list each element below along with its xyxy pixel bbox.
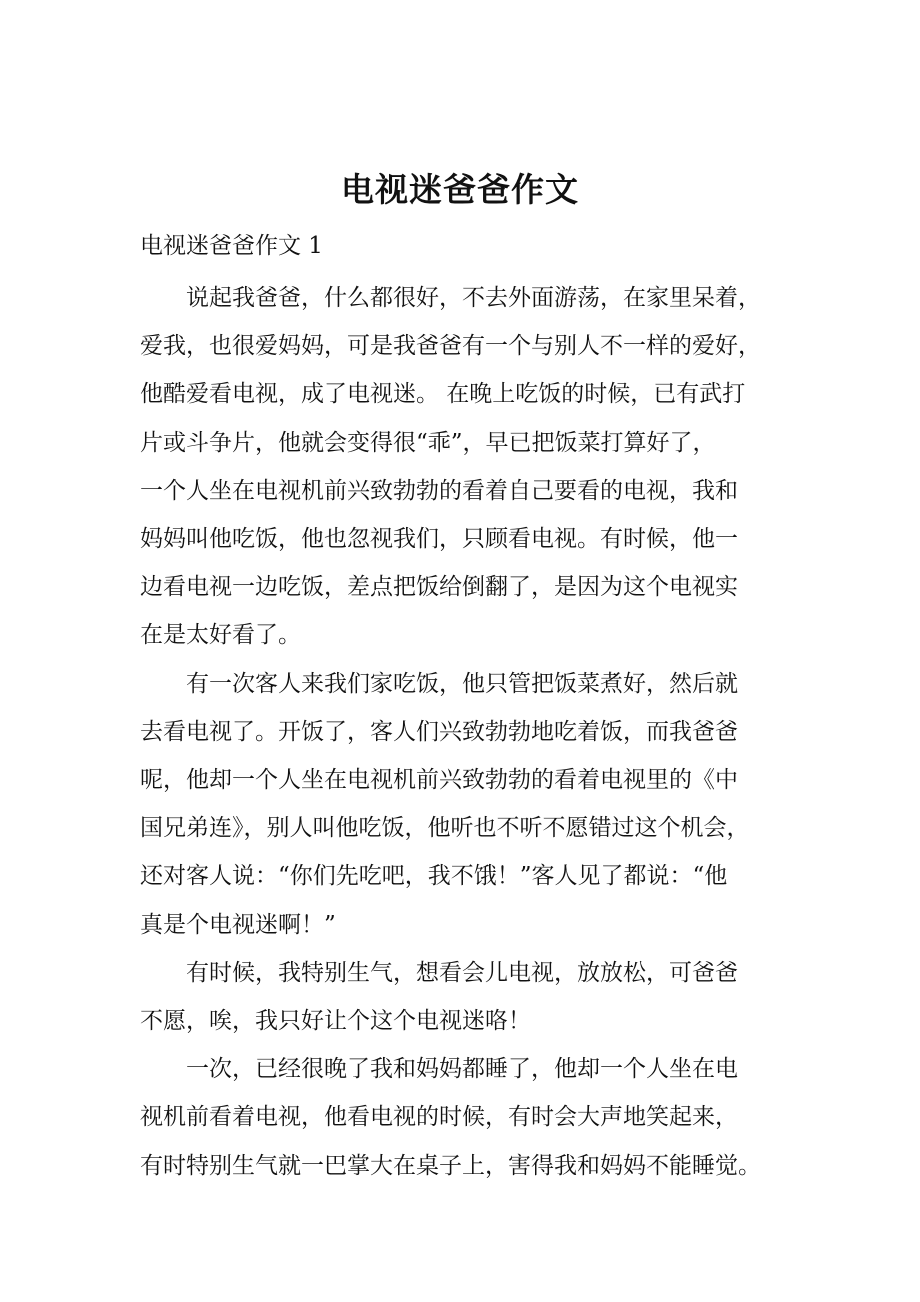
paragraph-line: 有一次客人来我们家吃饭，他只管把饭菜煮好，然后就: [140, 670, 738, 697]
paragraph-line: 一次，已经很晚了我和妈妈都睡了，他却一个人坐在电: [140, 1056, 738, 1083]
essay-subtitle: 电视迷爸爸作文 1: [140, 233, 323, 259]
paragraph-line: 边看电视一边吃饭，差点把饭给倒翻了，是因为这个电视实: [140, 574, 738, 601]
paragraph-1: [140, 274, 785, 660]
paragraph-line: 一个人坐在电视机前兴致勃勃的看着自己要看的电视，我和: [140, 477, 738, 504]
paragraph-line: 爱我，也很爱妈妈，可是我爸爸有一个与别人不一样的爱好，: [140, 333, 761, 360]
paragraph-line: 有时候，我特别生气，想看会儿电视，放放松，可爸爸: [140, 959, 738, 986]
paragraph-line: 呢，他却一个人坐在电视机前兴致勃勃的看着电视里的《中: [140, 767, 738, 794]
essay-body: [140, 274, 785, 1190]
paragraph-4: [140, 1045, 785, 1190]
paragraph-line: 还对客人说：“你们先吃吧，我不饿！”客人见了都说：“他: [140, 863, 728, 890]
paragraph-line: 国兄弟连》，别人叫他吃饭，他听也不听不愿错过这个机会，: [140, 815, 750, 842]
paragraph-line: 他酷爱看电视，成了电视迷。 在晚上吃饭的时候，已有武打: [140, 381, 746, 408]
paragraph-2: [140, 660, 785, 949]
paragraph-line: 不愿，唉，我只好让个这个电视迷咯！: [140, 1008, 531, 1035]
paragraph-line: 妈妈叫他吃饭，他也忽视我们，只顾看电视。有时候，他一: [140, 526, 738, 553]
paragraph-line: 片或斗争片，他就会变得很“乖”，早已把饭菜打算好了，: [140, 429, 716, 456]
paragraph-line: 去看电视了。开饭了，客人们兴致勃勃地吃着饭，而我爸爸: [140, 718, 738, 745]
paragraph-line: 真是个电视迷啊！”: [140, 911, 336, 938]
paragraph-line: 说起我爸爸，什么都很好，不去外面游荡，在家里呆着，: [140, 285, 761, 311]
paragraph-line: 有时特别生气就一巴掌大在桌子上，害得我和妈妈不能睡觉。: [140, 1152, 761, 1179]
document-title: 电视迷爸爸作文: [341, 170, 579, 210]
paragraph-3: [140, 949, 785, 1045]
paragraph-line: 视机前看着电视，他看电视的时候，有时会大声地笑起来，: [140, 1104, 738, 1131]
paragraph-line: 在是太好看了。: [140, 622, 301, 649]
